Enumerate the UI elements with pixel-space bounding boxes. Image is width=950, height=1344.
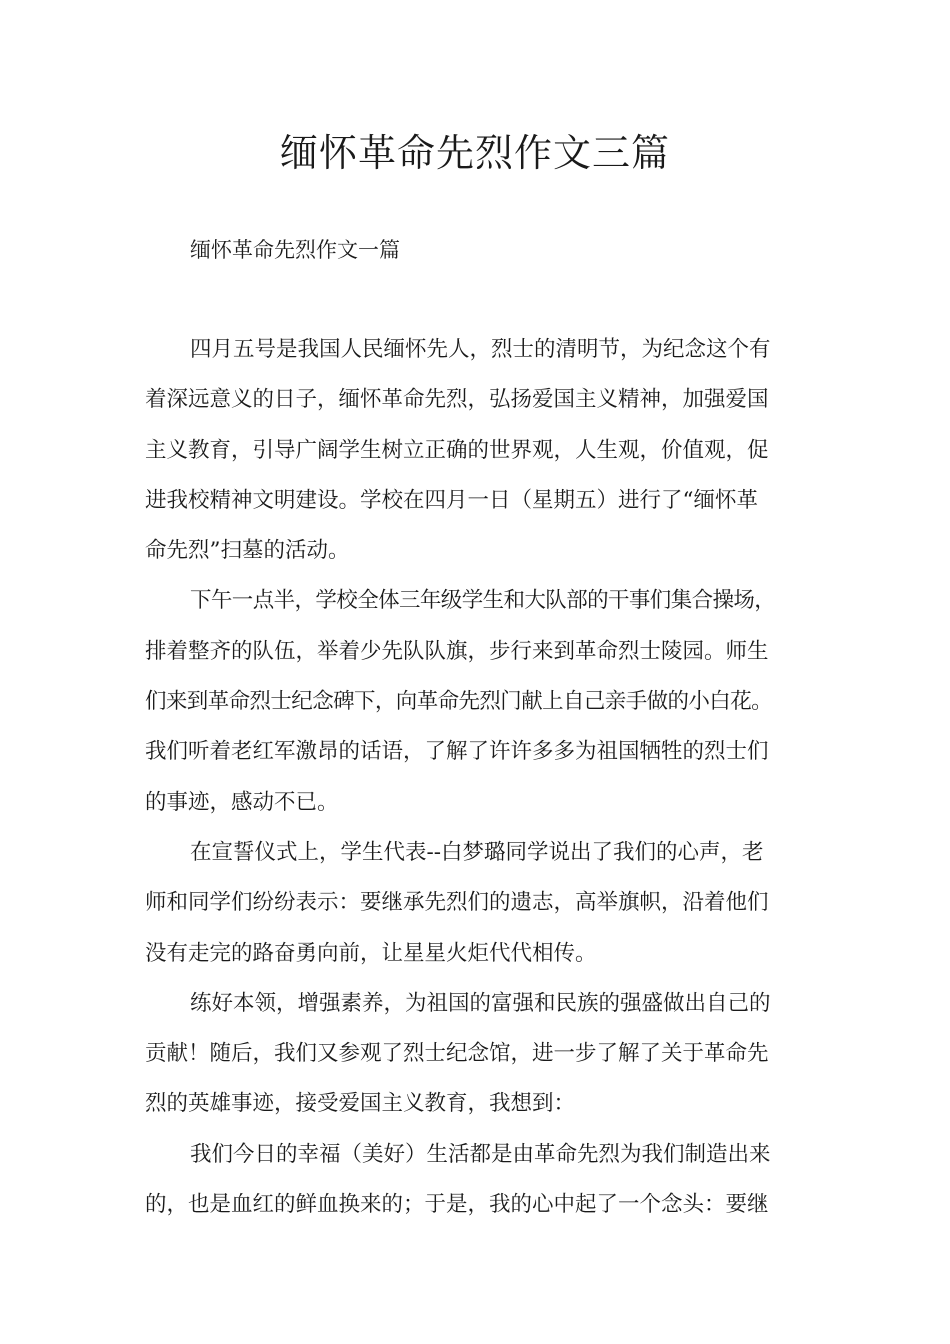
text-line: 我们听着老红军激昂的话语，了解了许许多多为祖国牺牲的烈士们 [145, 739, 769, 765]
text-line: 师和同学们纷纷表示：要继承先烈们的遗志，高举旗帜，沿着他们 [145, 890, 769, 916]
document-body [145, 334, 823, 1239]
text-line: 练好本领，增强素养，为祖国的富强和民族的强盛做出自己的 [190, 990, 771, 1016]
text-line: 排着整齐的队伍，举着少先队队旗，步行来到革命烈士陵园。师生 [145, 638, 769, 664]
text-line: 命先烈”扫墓的活动。 [145, 538, 350, 564]
document-subtitle: 缅怀革命先烈作文一篇 [190, 238, 400, 262]
text-line: 着深远意义的日子，缅怀革命先烈，弘扬爱国主义精神，加强爱国 [145, 387, 769, 413]
text-line: 的事迹，感动不已。 [145, 789, 339, 815]
text-line: 进我校精神文明建设。学校在四月一日（星期五）进行了“缅怀革 [145, 487, 758, 513]
text-line: 们来到革命烈士纪念碑下，向革命先烈门献上自己亲手做的小白花。 [145, 689, 773, 715]
text-line: 主义教育，引导广阔学生树立正确的世界观，人生观，价值观，促 [145, 437, 769, 463]
text-line: 四月五号是我国人民缅怀先人，烈士的清明节，为纪念这个有 [190, 337, 771, 362]
text-line: 的，也是血红的鲜血换来的；于是，我的心中起了一个念头：要继 [145, 1192, 769, 1218]
text-line: 我们今日的幸福（美好）生活都是由革命先烈为我们制造出来 [190, 1141, 771, 1167]
document-title: 缅怀革命先烈作文三篇 [279, 131, 670, 175]
text-line: 烈的英雄事迹，接受爱国主义教育，我想到： [145, 1091, 576, 1117]
text-line: 下午一点半，学校全体三年级学生和大队部的干事们集合操场， [190, 588, 776, 614]
text-line: 没有走完的路奋勇向前，让星星火炬代代相传。 [145, 940, 597, 966]
text-line: 在宣誓仪式上，学生代表--白梦璐同学说出了我们的心声，老 [190, 839, 764, 865]
text-line: 贡献！随后，我们又参观了烈士纪念馆，进一步了解了关于革命先 [145, 1041, 769, 1067]
